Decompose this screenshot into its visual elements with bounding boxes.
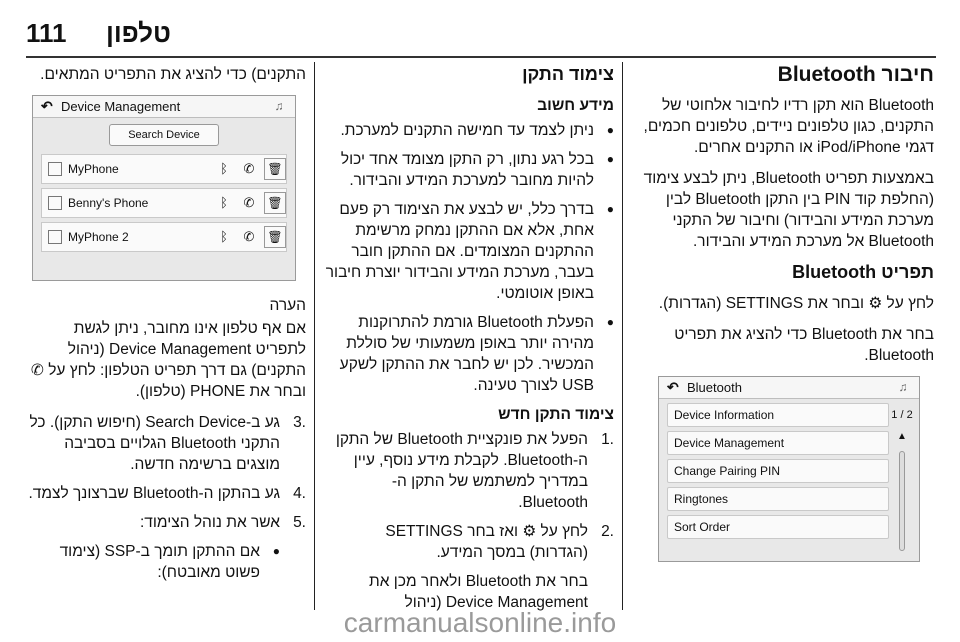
info-bullet: ● ניתן לצמד עד חמישה התקנים למערכת. [324,120,614,141]
new-pairing-title: צימוד התקן חדש [498,406,614,423]
music-note-icon: ♫ [274,99,284,113]
menu-item-ringtones[interactable]: Ringtones [667,487,889,511]
bluetooth-connection-title: חיבור Bluetooth [777,63,934,86]
device-management-continued: התקנים) כדי להציג את התפריט המתאים. [40,66,306,83]
device-row[interactable] [41,188,287,218]
pairing-steps-continued [26,412,306,533]
back-arrow-icon[interactable]: ↶ [667,379,679,395]
info-bullet: ● בדרך כלל, יש לבצע את הצימוד רק פעם אחת, אלא אם ההתקן נמחק מרשימת ההתקנים המצומדים. אם ההתקן חובר בעבר, מערכת המידע והבידור יוצרת חיבור באופן אוטומטי. [324,199,614,304]
screen-title-bar [33,96,295,118]
page-header [0,0,960,56]
phone-icon: ✆ [243,229,255,244]
trash-icon[interactable]: 🗑 [264,226,286,248]
device-row[interactable] [41,154,287,184]
info-bullets [324,120,614,396]
page-counter: 1 / 2 [891,409,913,421]
intro-paragraph: Bluetooth הוא תקן רדיו לחיבור אלחוטי של התקנים, כגון טלפונים ניידים, טלפונים חכמים, דגמי iPod/iPhone או התקנים אחרים. [643,97,934,156]
ssp-bullet-list [26,541,306,583]
bluetooth-screen [658,376,920,562]
device-name: MyPhone [68,161,119,176]
phone-icon: ✆ [243,195,255,210]
bluetooth-icon: ᛒ [220,229,228,244]
important-info-title: מידע חשוב [537,97,614,114]
page-indicator [891,405,913,551]
device-checkbox[interactable] [48,162,62,176]
pairing-step: 4. גע בהתקן ה-Bluetooth שברצונך לצמד. [28,485,306,502]
device-name: MyPhone 2 [68,229,129,244]
screen-title: Bluetooth [687,380,742,395]
device-checkbox[interactable] [48,196,62,210]
bluetooth-select-instruction: בחר את Bluetooth כדי להציג את תפריט Bluetooth. [674,326,934,364]
info-bullet: ● הפעלת Bluetooth גורמת להתרוקנות מהירה יותר באופן משמעותי של סוללת המכשיר. לכן יש לחבר את ההתקן לשקע USB לצורך טעינה. [324,312,614,396]
menu-item-device-information[interactable]: Device Information [667,403,889,427]
settings-instruction: לחץ על ⚙ ובחר את SETTINGS (הגדרות). [658,295,934,312]
header-rule [26,56,936,58]
column-divider [622,62,623,610]
scrollbar[interactable] [899,451,905,551]
device-management-screen [32,95,296,281]
note-text: אם אף טלפון אינו מחובר, ניתן לגשת לתפריט Device Management (ניהול התקנים) גם דרך תפריט הטלפון: לחץ על ✆ ובחר את PHONE (טלפון). [30,320,306,400]
pairing-step: 5. אשר את נוהל הצימוד: [139,514,306,531]
pairing-step: 3. גע ב-Search Device (חיפוש התקן). כל התקני Bluetooth הגלויים בסביבה מוצגים ברשימה חדשה. [29,414,306,473]
device-checkbox[interactable] [48,230,62,244]
pairing-step-continued: בחר את Bluetooth ולאחר מכן את Device Management (ניהול [369,573,588,611]
back-arrow-icon[interactable]: ↶ [41,98,53,114]
bluetooth-menu-title: תפריט Bluetooth [792,262,934,282]
pairing-title: צימוד התקן [522,64,614,84]
note-title: הערה [269,297,306,314]
menu-item-change-pairing-pin[interactable]: Change Pairing PIN [667,459,889,483]
watermark: carmanualsonline.info [343,607,617,638]
section-title: טלפון [106,18,171,48]
music-note-icon: ♫ [898,380,908,394]
pairing-steps [324,429,614,563]
bluetooth-menu-paragraph: באמצעות תפריט Bluetooth, ניתן לבצע צימוד (החלפת קוד PIN בין התקן Bluetooth לבין מערכת המידע והבידור) וחיבור של התקני Bluetooth אל מערכת המידע והבידור. [643,170,934,250]
menu-item-sort-order[interactable]: Sort Order [667,515,889,539]
device-name: Benny's Phone [68,195,149,210]
screen-title-bar [659,377,919,399]
device-row[interactable] [41,222,287,252]
column-right [632,64,934,576]
menu-item-device-management[interactable]: Device Management [667,431,889,455]
search-device-button[interactable]: Search Device [109,124,219,146]
info-bullet: ● בכל רגע נתון, רק התקן מצומד אחד יכול להיות מחובר למערכת המידע והבידור. [324,149,614,191]
ssp-bullet: ● אם ההתקן תומך ב-SSP (צימוד פשוט מאובטח): [26,541,280,583]
pairing-step: 1. הפעל את פונקציית Bluetooth של התקן ה-Bluetooth. לקבלת מידע נוסף, עיין במדריך למשתמש של התקן ה-Bluetooth. [335,431,614,511]
pairing-step: 2. לחץ על ⚙ ואז בחר SETTINGS (הגדרות) במסך המידע. [385,523,614,561]
column-middle [324,64,614,623]
scroll-up-icon[interactable]: ▲ [897,431,907,442]
phone-icon: ✆ [243,161,255,176]
trash-icon[interactable]: 🗑 [264,192,286,214]
page-number: 111 [26,18,67,48]
trash-icon[interactable]: 🗑 [264,158,286,180]
column-left [26,64,306,591]
screen-title: Device Management [61,99,181,114]
column-divider [314,62,315,610]
bluetooth-icon: ᛒ [220,195,228,210]
bluetooth-icon: ᛒ [220,161,228,176]
